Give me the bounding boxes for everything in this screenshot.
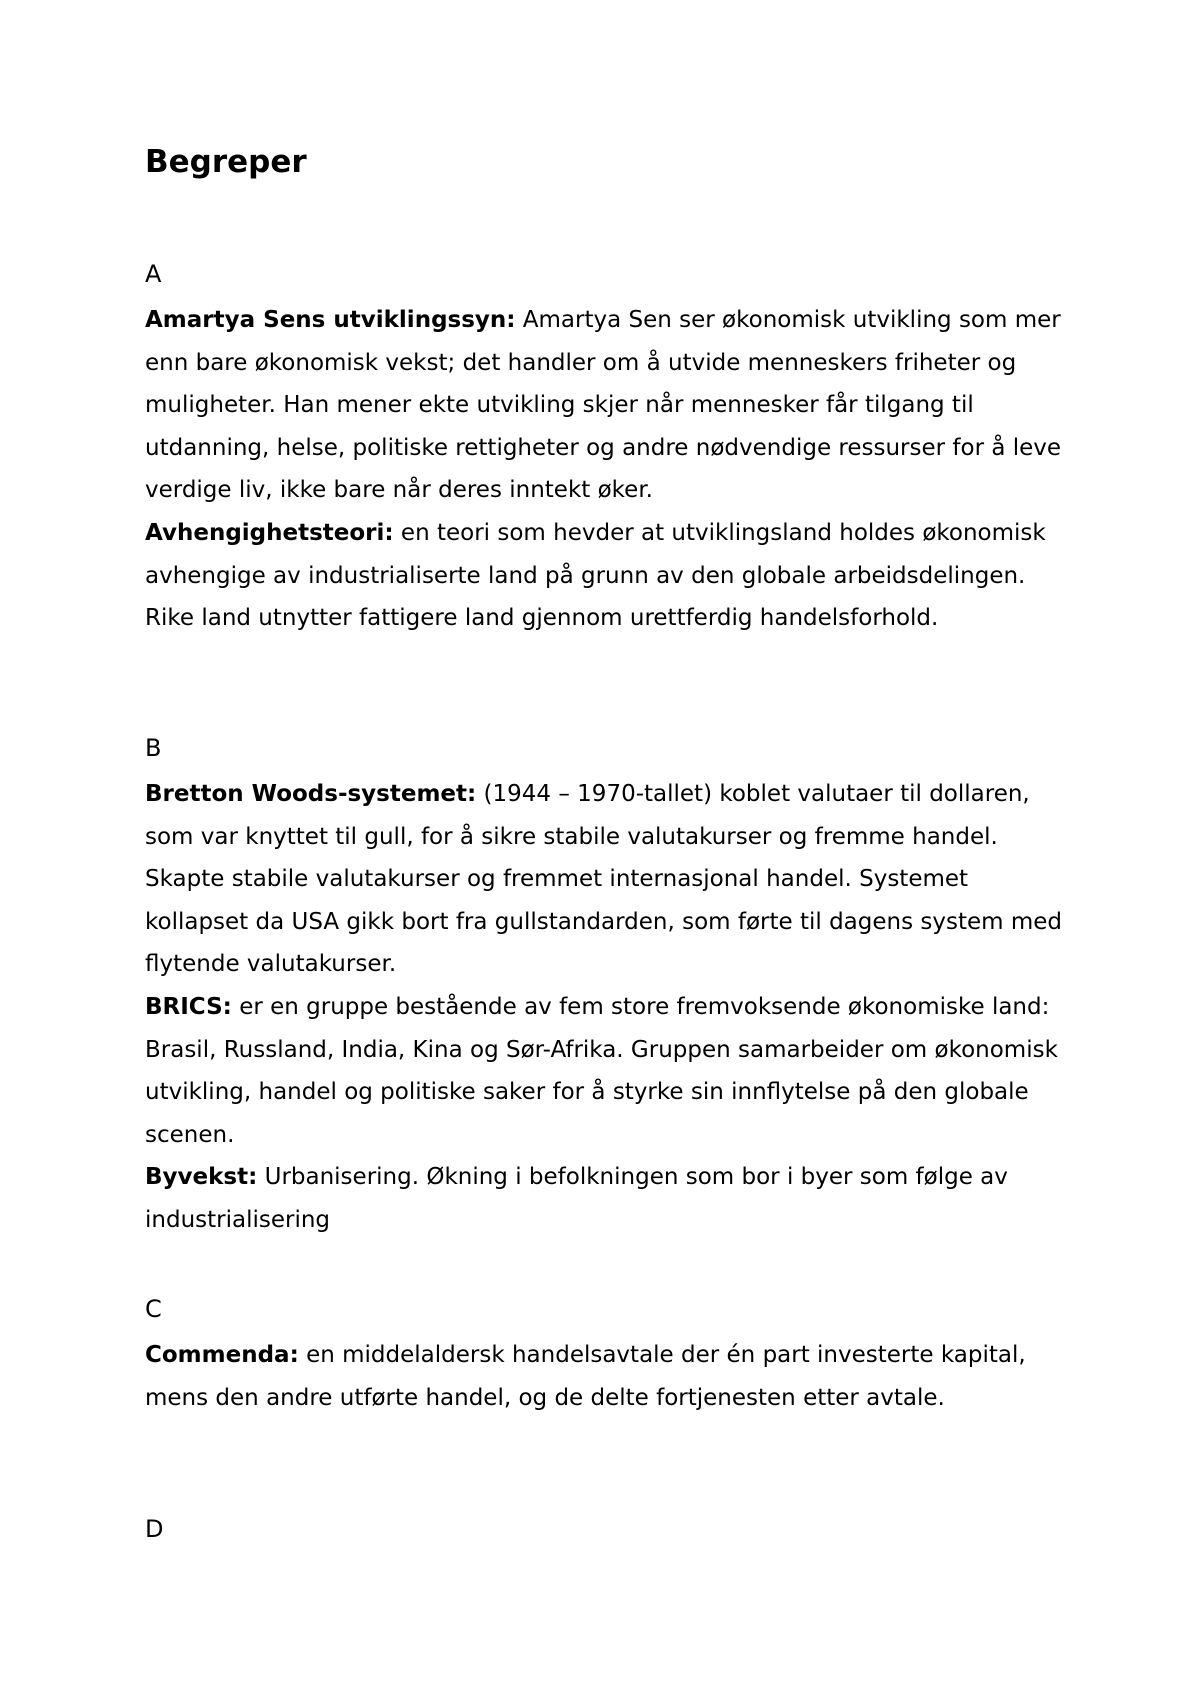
- glossary-definition: Urbanisering. Økning i befolkningen som bor i byer som følge av industrialisering: [145, 1164, 1008, 1233]
- section-c-entries: [145, 1334, 1075, 1419]
- glossary-entry: [145, 299, 1075, 512]
- glossary-entry: [145, 512, 1075, 640]
- section-heading-a: A: [145, 260, 162, 288]
- glossary-entry: [145, 1156, 1075, 1241]
- section-heading-c: C: [145, 1295, 162, 1323]
- glossary-definition: Amartya Sen ser økonomisk utvikling som mer enn bare økonomisk vekst; det handler om å utvide menneskers friheter og muligheter. Han mener ekte utvikling skjer når mennesker får tilgang til utdanning, helse, politiske rettigheter og andre nødvendige ressurser for å leve verdige liv, ikke bare når deres inntekt øker.: [145, 307, 1062, 504]
- glossary-entry: [145, 986, 1075, 1156]
- glossary-entry: [145, 1334, 1075, 1419]
- glossary-term: Commenda:: [145, 1342, 299, 1368]
- glossary-term: Bretton Woods-systemet:: [145, 781, 477, 807]
- glossary-definition: en teori som hevder at utviklingsland holdes økonomisk avhengige av industrialiserte land på grunn av den globale arbeidsdelingen. Rike land utnytter fattigere land gjennom urettferdig handelsforhold.: [145, 519, 1046, 632]
- page-title: Begreper: [145, 144, 307, 180]
- section-heading-b: B: [145, 734, 162, 762]
- section-b-entries: [145, 773, 1075, 1242]
- glossary-entry: [145, 773, 1075, 986]
- glossary-definition: er en gruppe bestående av fem store fremvoksende økonomiske land: Brasil, Russland, India, Kina og Sør-Afrika. Gruppen samarbeider om økonomisk utvikling, handel og politiske saker for å styrke sin innflytelse på den globale scenen.: [145, 993, 1058, 1148]
- glossary-definition: en middelaldersk handelsavtale der én part investerte kapital, mens den andre utførte handel, og de delte fortjenesten etter avtale.: [145, 1342, 1026, 1411]
- glossary-term: Byvekst:: [145, 1164, 258, 1191]
- glossary-term: BRICS:: [145, 993, 232, 1020]
- glossary-term: Amartya Sens utviklingssyn:: [145, 307, 516, 333]
- section-a-entries: [145, 299, 1075, 640]
- section-heading-d: D: [145, 1515, 164, 1543]
- glossary-definition: (1944 – 1970-tallet) koblet valutaer til dollaren, som var knyttet til gull, for å sikre stabile valutakurser og fremme handel. Skapte stabile valutakurser og fremmet internasjonal handel. Systemet kollapset da USA gikk bort fra gullstandarden, som førte til dagens system med flytende valutakurser.: [145, 781, 1063, 978]
- glossary-term: Avhengighetsteori:: [145, 519, 394, 546]
